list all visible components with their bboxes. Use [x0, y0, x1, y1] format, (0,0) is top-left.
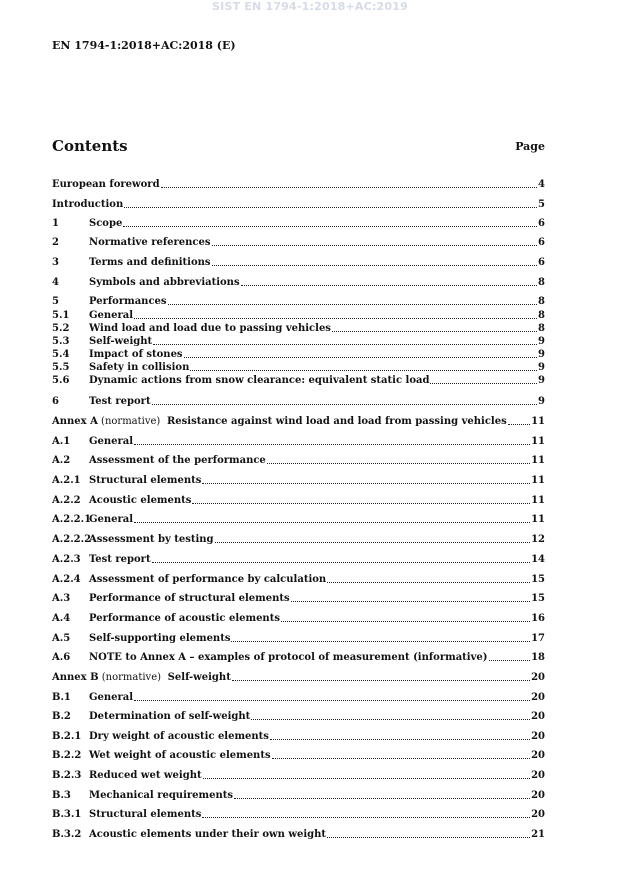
toc-entry[interactable]: [52, 198, 545, 211]
toc-entry-page: 9: [538, 396, 545, 407]
dot-leader: [134, 318, 537, 319]
toc-entry-title: Performance of structural elements: [89, 593, 290, 604]
dot-leader: [332, 331, 537, 332]
toc-entry[interactable]: [52, 236, 545, 249]
dot-leader: [251, 719, 530, 720]
toc-entry[interactable]: [52, 395, 545, 408]
toc-entry-number: Annex A: [52, 416, 98, 427]
toc-entry-number: 5.2: [52, 323, 70, 334]
toc-entry-title: General: [89, 310, 134, 321]
toc-entry-number: B.3.1: [52, 809, 82, 820]
toc-entry[interactable]: [52, 295, 545, 308]
toc-entry-number: 2: [52, 237, 59, 248]
toc-entry[interactable]: [52, 612, 545, 625]
toc-entry[interactable]: [52, 309, 545, 322]
toc-entry-number: A.2.4: [52, 574, 81, 585]
toc-entry-number: 5.5: [52, 362, 70, 373]
annex-title: Self-weight: [164, 672, 231, 683]
dot-leader: [508, 424, 530, 425]
toc-entry-page: 8: [538, 323, 545, 334]
dot-leader: [161, 187, 537, 188]
toc-entry-title: Assessment of the performance: [89, 455, 266, 466]
dot-leader: [123, 226, 537, 227]
toc-entry-title: General: [89, 692, 134, 703]
dot-leader: [152, 404, 537, 405]
toc-entry-page: 14: [531, 554, 545, 565]
toc-entry-number: A.2.2.1: [52, 514, 92, 525]
toc-entry[interactable]: [52, 335, 545, 348]
toc-entry-page: 20: [531, 750, 545, 761]
toc-entry-title: Determination of self-weight: [89, 711, 251, 722]
toc-entry-number: B.2: [52, 711, 71, 722]
dot-leader: [202, 817, 530, 818]
toc-entry-number: B.2.2: [52, 750, 82, 761]
toc-entry-number: B.2.1: [52, 731, 82, 742]
dot-leader: [232, 680, 530, 681]
toc-entry[interactable]: [52, 178, 545, 191]
dot-leader: [124, 207, 537, 208]
toc-entry-number: B.3.2: [52, 829, 82, 840]
toc-entry-number: A.6: [52, 652, 71, 663]
toc-entry-page: 20: [531, 711, 545, 722]
toc-entry-page: 8: [538, 310, 545, 321]
dot-leader: [192, 503, 530, 504]
dot-leader: [327, 582, 530, 583]
dot-leader: [489, 660, 531, 661]
toc-entry-title: Acoustic elements: [89, 495, 192, 506]
toc-entry-page: 12: [531, 534, 545, 545]
dot-leader: [168, 304, 537, 305]
toc-entry-number: 3: [52, 257, 59, 268]
toc-entry[interactable]: [52, 435, 545, 448]
toc-entry-number: A.1: [52, 436, 71, 447]
toc-entry[interactable]: [52, 769, 545, 782]
annex-status-note: (normative): [98, 672, 165, 683]
dot-leader: [291, 601, 530, 602]
toc-entry-number: B.2.3: [52, 770, 82, 781]
toc-entry-title: Test report: [89, 554, 151, 565]
toc-entry-page: 18: [531, 652, 545, 663]
toc-entry-page: 9: [538, 349, 545, 360]
toc-entry-title: Test report: [89, 396, 151, 407]
toc-entry-page: 8: [538, 277, 545, 288]
toc-entry-page: 11: [531, 495, 545, 506]
toc-entry-title: Performance of acoustic elements: [89, 613, 280, 624]
toc-entry[interactable]: [52, 730, 545, 743]
dot-leader: [267, 463, 530, 464]
toc-entry-number: Annex B: [52, 672, 99, 683]
dot-leader: [231, 641, 530, 642]
toc-entry[interactable]: [52, 348, 545, 361]
dot-leader: [153, 344, 537, 345]
toc-entry-number: A.5: [52, 633, 71, 644]
toc-entry[interactable]: [52, 513, 545, 526]
toc-entry-number: 5.6: [52, 375, 70, 386]
toc-entry-page: 5: [538, 199, 545, 210]
annex-title: Resistance against wind load and load from passing vehicles: [163, 416, 507, 427]
toc-entry-page: 9: [538, 375, 545, 386]
toc-entry-title: General: [89, 436, 134, 447]
toc-entry[interactable]: [52, 632, 545, 645]
dot-leader: [241, 285, 537, 286]
toc-entry-title: NOTE to Annex A – examples of protocol of measurement (informative): [89, 652, 488, 663]
toc-entry[interactable]: [52, 553, 545, 566]
toc-entry-number: A.2.2.2: [52, 534, 92, 545]
toc-entry-number: 5: [52, 296, 59, 307]
dot-leader: [203, 778, 530, 779]
toc-entry[interactable]: [52, 374, 545, 387]
toc-entry-title: Mechanical requirements: [89, 790, 233, 801]
toc-entry-page: 21: [531, 829, 545, 840]
toc-entry[interactable]: [52, 710, 545, 723]
toc-entry[interactable]: [52, 691, 545, 704]
toc-entry-title: Symbols and abbreviations: [89, 277, 240, 288]
toc-entry-page: 20: [531, 770, 545, 781]
toc-entry-title: Dynamic actions from snow clearance: equivalent static load: [89, 375, 430, 386]
toc-entry-title: Normative references: [89, 237, 211, 248]
toc-entry-title: Assessment of performance by calculation: [89, 574, 327, 585]
toc-entry-title: European foreword: [52, 179, 160, 190]
toc-entry[interactable]: [52, 256, 545, 269]
toc-entry[interactable]: [52, 322, 545, 335]
toc-entry-title: Reduced wet weight: [89, 770, 202, 781]
toc-entry-title: Assessment by testing: [89, 534, 214, 545]
dot-leader: [152, 562, 531, 563]
watermark: SIST EN 1794-1:2018+AC:2019: [212, 0, 408, 13]
toc-entry-page: 20: [531, 790, 545, 801]
toc-entry[interactable]: [52, 474, 545, 487]
toc-entry-number: 6: [52, 396, 59, 407]
toc-entry[interactable]: [52, 217, 545, 230]
toc-entry-number: B.1: [52, 692, 71, 703]
toc-entry[interactable]: [52, 573, 545, 586]
toc-entry-title: Impact of stones: [89, 349, 183, 360]
dot-leader: [134, 700, 530, 701]
annex-status-note: (normative): [97, 416, 164, 427]
toc-entry-title: [99, 671, 231, 684]
toc-entry-title: Wet weight of acoustic elements: [89, 750, 271, 761]
toc-entry[interactable]: [52, 415, 545, 428]
contents-title: Contents: [52, 137, 128, 155]
toc-entry-number: A.2.1: [52, 475, 81, 486]
dot-leader: [234, 798, 530, 799]
toc-entry-number: A.4: [52, 613, 71, 624]
toc-entry-page: 8: [538, 296, 545, 307]
toc-entry-number: B.3: [52, 790, 71, 801]
toc-entry-title: Safety in collision: [89, 362, 190, 373]
dot-leader: [270, 739, 530, 740]
dot-leader: [190, 370, 537, 371]
dot-leader: [215, 542, 531, 543]
dot-leader: [430, 383, 537, 384]
toc-entry[interactable]: [52, 592, 545, 605]
toc-entry-page: 9: [538, 336, 545, 347]
toc-entry-title: Scope: [89, 218, 123, 229]
toc-entry-page: 17: [531, 633, 545, 644]
toc-entry-title: Introduction: [52, 199, 124, 210]
toc-entry-number: A.2.3: [52, 554, 81, 565]
toc-entry-title: Acoustic elements under their own weight: [89, 829, 327, 840]
dot-leader: [272, 758, 531, 759]
toc-entry-page: 9: [538, 362, 545, 373]
toc-entry[interactable]: [52, 276, 545, 289]
toc-entry[interactable]: [52, 808, 545, 821]
toc-entry-number: 5.3: [52, 336, 70, 347]
toc-entry-title: Terms and definitions: [89, 257, 211, 268]
toc-entry[interactable]: [52, 828, 545, 841]
toc-entry-page: 6: [538, 257, 545, 268]
toc-entry-number: 4: [52, 277, 59, 288]
toc-entry-page: 11: [531, 475, 545, 486]
toc-entry-page: 11: [531, 416, 545, 427]
toc-entry-number: A.2: [52, 455, 71, 466]
toc-entry[interactable]: [52, 671, 545, 684]
toc-entry[interactable]: [52, 749, 545, 762]
toc-entry-page: 15: [531, 574, 545, 585]
toc-entry-page: 11: [531, 514, 545, 525]
toc-entry-title: Structural elements: [89, 809, 202, 820]
toc-entry-page: 20: [531, 672, 545, 683]
toc-entry-page: 11: [531, 436, 545, 447]
dot-leader: [281, 621, 530, 622]
toc-entry-title: Wind load and load due to passing vehicles: [89, 323, 331, 334]
toc-entry-title: Dry weight of acoustic elements: [89, 731, 269, 742]
toc-entry[interactable]: [52, 533, 545, 546]
dot-leader: [134, 444, 530, 445]
toc-entry-title: Self-weight: [89, 336, 153, 347]
toc-entry-page: 6: [538, 218, 545, 229]
toc-entry-title: Self-supporting elements: [89, 633, 231, 644]
toc-entry-number: A.2.2: [52, 495, 81, 506]
toc-entry-page: 15: [531, 593, 545, 604]
toc-entry-number: A.3: [52, 593, 71, 604]
toc-entry-page: 11: [531, 455, 545, 466]
toc-entry-page: 6: [538, 237, 545, 248]
toc-entry[interactable]: [52, 651, 545, 664]
dot-leader: [134, 522, 530, 523]
toc-entry-number: 1: [52, 218, 59, 229]
page-column-heading: Page: [515, 140, 545, 153]
dot-leader: [212, 265, 538, 266]
dot-leader: [327, 837, 530, 838]
toc-entry-title: Performances: [89, 296, 167, 307]
toc-entry[interactable]: [52, 361, 545, 374]
toc-entry-title: [98, 415, 507, 428]
toc-entry-page: 16: [531, 613, 545, 624]
toc-entry-title: General: [89, 514, 134, 525]
toc-entry-number: 5.1: [52, 310, 70, 321]
toc-entry-page: 4: [538, 179, 545, 190]
toc-entry[interactable]: [52, 454, 545, 467]
toc-entry-page: 20: [531, 809, 545, 820]
document-id: EN 1794-1:2018+AC:2018 (E): [52, 39, 236, 52]
dot-leader: [184, 357, 537, 358]
toc-entry-page: 20: [531, 692, 545, 703]
toc-entry[interactable]: [52, 494, 545, 507]
toc-entry-title: Structural elements: [89, 475, 202, 486]
dot-leader: [202, 483, 530, 484]
toc-entry-page: 20: [531, 731, 545, 742]
toc-entry-number: 5.4: [52, 349, 70, 360]
toc-entry[interactable]: [52, 789, 545, 802]
dot-leader: [212, 245, 538, 246]
